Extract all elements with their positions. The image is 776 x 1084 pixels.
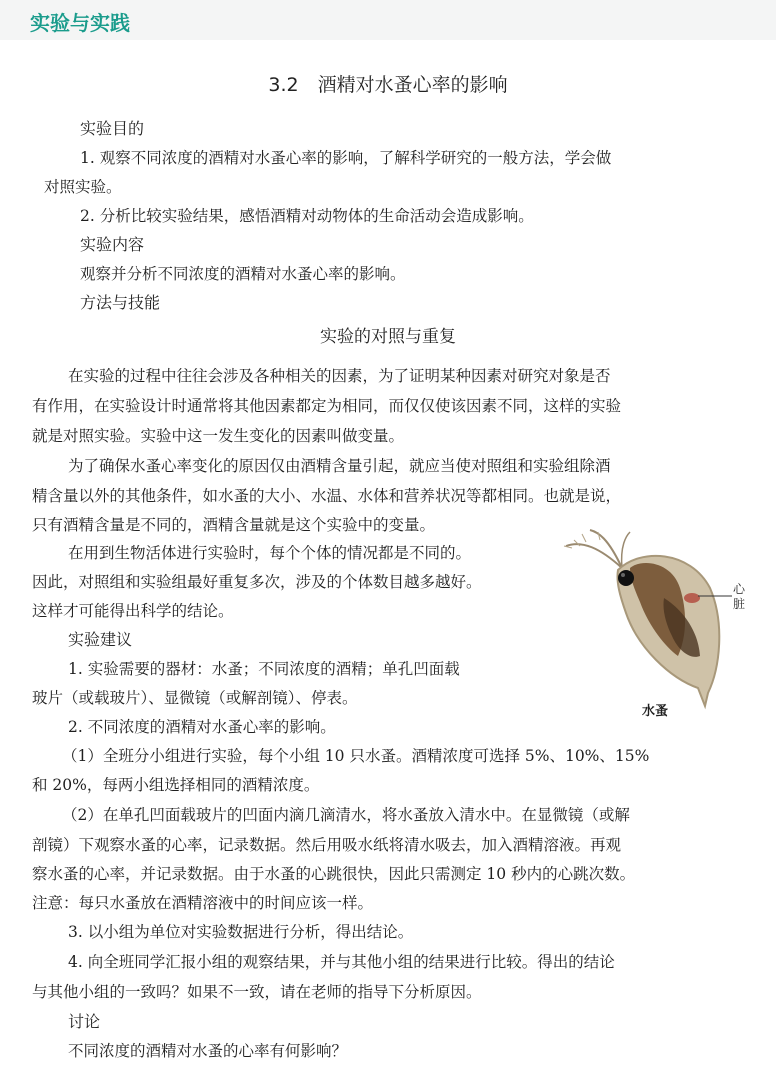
- heart-label-2: 脏: [733, 597, 746, 611]
- method-line: 精含量以外的其他条件，如水蚤的大小、水温、水体和营养状况等都相同。也就是说，: [32, 487, 622, 505]
- heart-label-1: 心: [733, 582, 746, 596]
- method-line: 在实验的过程中往往会涉及各种相关的因素，为了证明某种因素对研究对象是否: [68, 367, 611, 385]
- discussion-line: 不同浓度的酒精对水蚤的心率有何影响？: [68, 1042, 348, 1060]
- content-line: 观察并分析不同浓度的酒精对水蚤心率的影响。: [80, 265, 406, 283]
- suggestion-line: 2. 不同浓度的酒精对水蚤心率的影响。: [68, 718, 336, 736]
- heading-content: 实验内容: [80, 235, 145, 254]
- heading-suggestion: 实验建议: [68, 630, 133, 649]
- suggestion-line: 察水蚤的心率，并记录数据。由于水蚤的心跳很快，因此只需测定 10 秒内的心跳次数。: [32, 865, 636, 883]
- method-line: 只有酒精含量是不同的，酒精含量就是这个实验中的变量。: [32, 516, 436, 534]
- method-line: 在用到生物活体进行实验时，每个个体的情况都是不同的。: [68, 544, 472, 562]
- suggestion-line: 玻片（或载玻片）、显微镜（或解剖镜）、停表。: [32, 689, 358, 707]
- suggestion-line: （1）全班分小组进行实验，每个小组 10 只水蚤。酒精浓度可选择 5%、10%、15%: [62, 747, 650, 765]
- suggestion-line: 1. 实验需要的器材：水蚤；不同浓度的酒精；单孔凹面载: [68, 660, 460, 678]
- heading-method: 方法与技能: [80, 293, 161, 312]
- section-label: 实验与实践: [30, 11, 130, 35]
- method-line: 为了确保水蚤心率变化的原因仅由酒精含量引起，就应当使对照组和实验组除酒: [68, 457, 611, 475]
- purpose-line: 2. 分析比较实验结果，感悟酒精对动物体的生命活动会造成影响。: [80, 207, 534, 225]
- suggestion-line: 与其他小组的一致吗？如果不一致，请在老师的指导下分析原因。: [32, 983, 482, 1001]
- suggestion-line: 和 20%，每两小组选择相同的酒精浓度。: [32, 776, 320, 794]
- suggestion-line: 剖镜）下观察水蚤的心率，记录数据。然后用吸水纸将清水吸去，加入酒精溶液。再观: [32, 836, 622, 854]
- method-subtitle: 实验的对照与重复: [320, 327, 456, 347]
- suggestion-line: （2）在单孔凹面载玻片的凹面内滴几滴清水，将水蚤放入清水中。在显微镜（或解: [62, 806, 630, 824]
- suggestion-line: 3. 以小组为单位对实验数据进行分析，得出结论。: [68, 923, 414, 941]
- suggestion-line: 4. 向全班同学汇报小组的观察结果，并与其他小组的结果进行比较。得出的结论: [68, 953, 615, 971]
- heading-discussion: 讨论: [68, 1012, 101, 1031]
- figure-caption: 水蚤: [642, 704, 669, 719]
- purpose-line: 对照实验。: [44, 178, 122, 196]
- method-line: 就是对照实验。实验中这一发生变化的因素叫做变量。: [32, 427, 405, 445]
- suggestion-line: 注意：每只水蚤放在酒精溶液中的时间应该一样。: [32, 894, 374, 912]
- daphnia-illustration: [560, 528, 770, 718]
- heading-purpose: 实验目的: [80, 119, 145, 138]
- purpose-line: 1. 观察不同浓度的酒精对水蚤心率的影响，了解科学研究的一般方法，学会做: [80, 149, 612, 167]
- method-line: 因此，对照组和实验组最好重复多次，涉及的个体数目越多越好。: [32, 573, 482, 591]
- method-line: 有作用，在实验设计时通常将其他因素都定为相同，而仅仅使该因素不同，这样的实验: [32, 397, 622, 415]
- page-title: 3.2 酒精对水蚤心率的影响: [268, 74, 508, 96]
- method-line: 这样才可能得出科学的结论。: [32, 602, 234, 620]
